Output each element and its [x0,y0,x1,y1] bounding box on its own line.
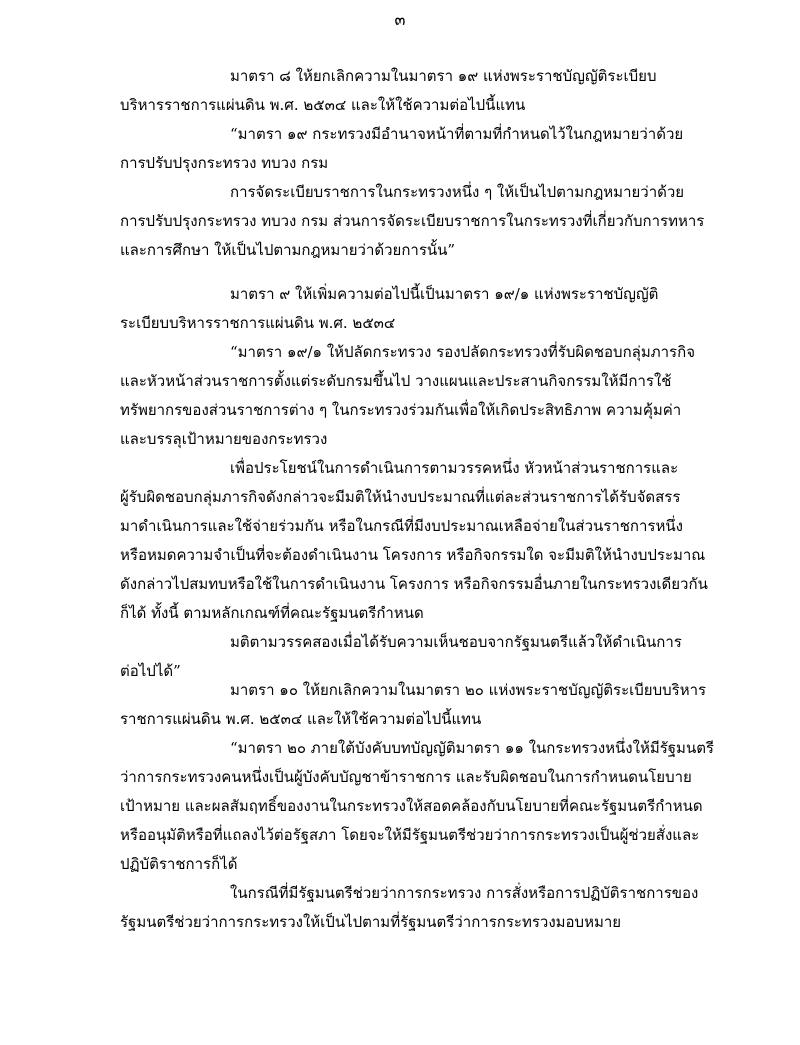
paragraph-line: ต่อไปได้” [120,662,181,680]
page-number: ๓ [394,10,406,29]
paragraph-line: ทรัพยากรของส่วนราชการต่าง ๆ ในกระทรวงร่วมกันเพื่อให้เกิดประสิทธิภาพ ความคุ้มค่า [120,401,682,419]
paragraph-line: ผู้รับผิดชอบกลุ่มภารกิจดังกล่าวจะมีมติให้นำงบประมาณที่แต่ละส่วนราชการได้รับจัดสรร [120,488,681,506]
paragraph-line: มาดำเนินการและใช้จ่ายร่วมกัน หรือในกรณีที่มีงบประมาณเหลือจ่ายในส่วนราชการหนึ่ง [120,517,683,535]
paragraph-line: “มาตรา ๑๙ กระทรวงมีอำนาจหน้าที่ตามที่กำหนดไว้ในกฎหมายว่าด้วย [230,125,684,143]
section-8 [120,62,705,265]
paragraph-line: การจัดระเบียบราชการในกระทรวงหนึ่ง ๆ ให้เป็นไปตามกฎหมายว่าด้วย [230,183,685,201]
paragraph-line: และหัวหน้าส่วนราชการตั้งแต่ระดับกรมขึ้นไป วางแผนและประสานกิจกรรมให้มีการใช้ [120,372,672,390]
section-10 [120,676,714,937]
paragraph-line: และบรรลุเป้าหมายของกระทรวง [120,430,328,448]
paragraph-line: ปฏิบัติราชการก็ได้ [120,855,238,873]
paragraph-line: ก็ได้ ทั้งนี้ ตามหลักเกณฑ์ที่คณะรัฐมนตรีกำหนด [120,604,424,622]
paragraph-line: ว่าการกระทรวงคนหนึ่งเป็นผู้บังคับบัญชาข้าราชการ และรับผิดชอบในการกำหนดนโยบาย [120,768,692,786]
paragraph-line: ในกรณีที่มีรัฐมนตรีช่วยว่าการกระทรวง การสั่งหรือการปฏิบัติราชการของ [230,884,699,902]
paragraph-line: หรืออนุมัติหรือที่แถลงไว้ต่อรัฐสภา โดยจะให้มีรัฐมนตรีช่วยว่าการกระทรวงเป็นผู้ช่วยสั่งและ [120,826,700,844]
paragraph-line: มาตรา ๙ ให้เพิ่มความต่อไปนี้เป็นมาตรา ๑๙/๑ แห่งพระราชบัญญัติ [230,285,659,303]
paragraph-line: มติตามวรรคสองเมื่อได้รับความเห็นชอบจากรัฐมนตรีแล้วให้ดำเนินการ [230,633,682,651]
paragraph-line: “มาตรา ๒๐ ภายใต้บังคับบทบัญญัติมาตรา ๑๑ ในกระทรวงหนึ่งให้มีรัฐมนตรี [230,739,714,757]
paragraph-line: ระเบียบบริหารราชการแผ่นดิน พ.ศ. ๒๕๓๔ [120,314,396,332]
paragraph-line: มาตรา ๘ ให้ยกเลิกความในมาตรา ๑๙ แห่งพระราชบัญญัติระเบียบ [230,67,657,85]
paragraph-line: และการศึกษา ให้เป็นไปตามกฎหมายว่าด้วยการนั้น” [120,241,456,259]
paragraph-line: หรือหมดความจำเป็นที่จะต้องดำเนินงาน โครงการ หรือกิจกรรมใด จะมีมติให้นำงบประมาณ [120,546,706,564]
paragraph-line: ดังกล่าวไปสมทบหรือใช้ในการดำเนินงาน โครงการ หรือกิจกรรมอื่นภายในกระทรวงเดียวกัน [120,575,708,593]
paragraph-line: การปรับปรุงกระทรวง ทบวง กรม ส่วนการจัดระเบียบราชการในกระทรวงที่เกี่ยวกับการทหาร [120,212,705,230]
paragraph-line: การปรับปรุงกระทรวง ทบวง กรม [120,154,329,172]
paragraph-line: ราชการแผ่นดิน พ.ศ. ๒๕๓๔ และให้ใช้ความต่อไปนี้แทน [120,710,482,728]
paragraph-line: รัฐมนตรีช่วยว่าการกระทรวงให้เป็นไปตามที่รัฐมนตรีว่าการกระทรวงมอบหมาย [120,913,622,931]
paragraph-line: “มาตรา ๑๙/๑ ให้ปลัดกระทรวง รองปลัดกระทรวงที่รับผิดชอบกลุ่มภารกิจ [230,343,695,361]
paragraph-line: บริหารราชการแผ่นดิน พ.ศ. ๒๕๓๔ และให้ใช้ความต่อไปนี้แทน [120,96,526,114]
paragraph-line: มาตรา ๑๐ ให้ยกเลิกความในมาตรา ๒๐ แห่งพระราชบัญญัติระเบียบบริหาร [230,681,707,699]
section-9 [120,280,708,686]
paragraph-line: เป้าหมาย และผลสัมฤทธิ์ของงานในกระทรวงให้สอดคล้องกับนโยบายที่คณะรัฐมนตรีกำหนด [120,797,703,815]
paragraph-line: เพื่อประโยชน์ในการดำเนินการตามวรรคหนึ่ง หัวหน้าส่วนราชการและ [230,459,679,477]
